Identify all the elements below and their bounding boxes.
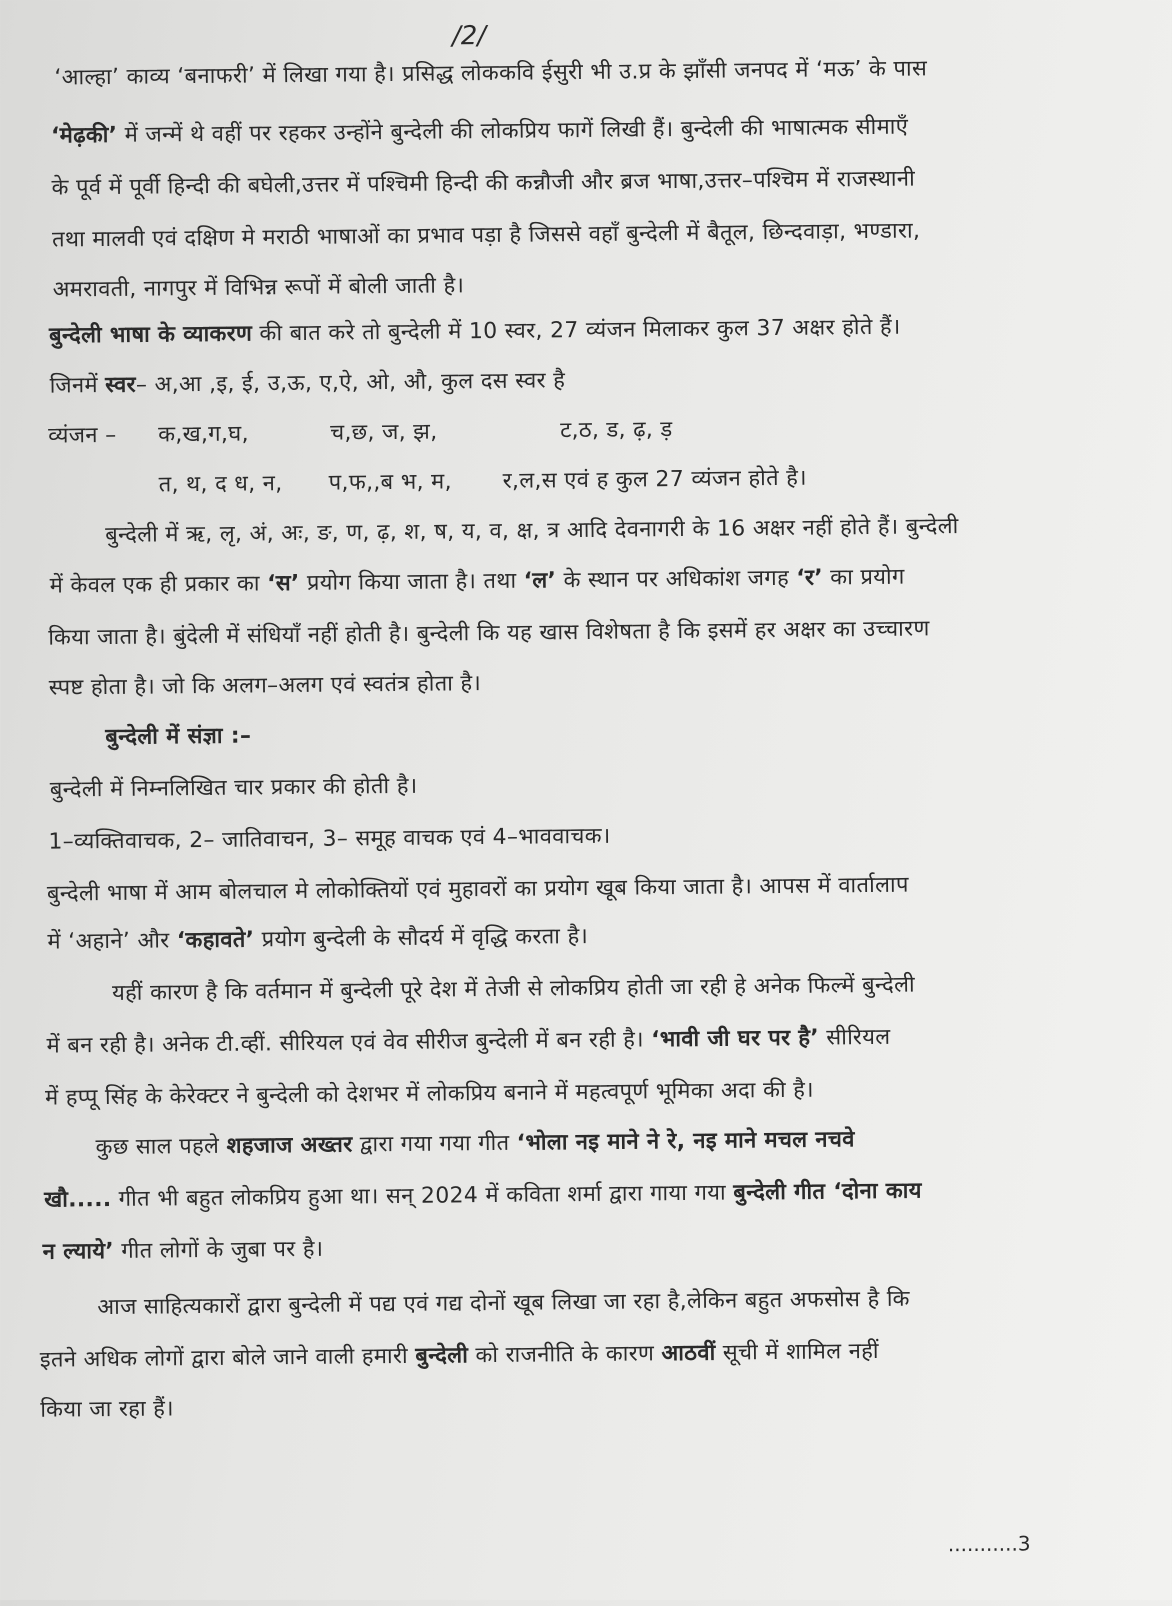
text-line-10: बुन्देली में ऋ, लृ, अं, अः, ङ, ण, ढ़, श, ष, य, व, क्ष, त्र आदि देवनागरी के 16 अक्षर नहीं होते हैं। बुन्देली bbox=[105, 514, 959, 549]
bold-term: ‘स’ bbox=[266, 570, 300, 597]
text-span: जिनमें bbox=[49, 373, 106, 399]
text-span: के स्थान पर अधिकांश जगह bbox=[556, 565, 797, 594]
consonant-group-5: प,फ,,ब भ, म, bbox=[328, 469, 452, 496]
bold-term: बुन्देली गीत ‘दोना काय bbox=[733, 1178, 922, 1206]
text-line-2 bbox=[51, 113, 908, 152]
text-line-18 bbox=[47, 922, 588, 958]
bold-term: आठवीं bbox=[661, 1340, 716, 1367]
next-page-indicator: ...........3 bbox=[947, 1531, 1031, 1557]
bold-term: ‘र’ bbox=[796, 565, 824, 591]
bold-term: ‘भोला नइ माने ने रे, नइ माने मचल नचवे bbox=[516, 1127, 855, 1156]
text-line-24 bbox=[43, 1235, 324, 1268]
text-span: सूची में शामिल नहीं bbox=[715, 1338, 879, 1366]
bold-term: ‘ल’ bbox=[523, 568, 557, 594]
text-line-9 bbox=[158, 461, 1059, 498]
text-span: द्वारा गया गया गीत bbox=[352, 1130, 517, 1158]
text-line-8 bbox=[48, 411, 1048, 449]
text-line-6 bbox=[49, 313, 901, 352]
bold-term: न ल्याये’ bbox=[42, 1238, 115, 1265]
text-line-7 bbox=[49, 366, 565, 401]
text-line-15: बुन्देली में निम्नलिखित चार प्रकार की होती है। bbox=[49, 773, 418, 803]
text-span: – अ,आ ,इ, ई, उ,ऊ, ए,ऐ, ओ, औ, कुल दस स्वर है bbox=[135, 368, 566, 398]
consonant-label: व्यंजन – bbox=[48, 422, 117, 449]
text-line-11 bbox=[50, 563, 905, 602]
text-line-20 bbox=[46, 1023, 890, 1062]
text-span: की बात करे तो बुन्देली में 10 स्वर, 27 व्यंजन मिलाकर कुल 37 अक्षर होते हैं। bbox=[252, 314, 901, 347]
bold-term: ‘भावी जी घर पर है’ bbox=[651, 1025, 820, 1053]
text-line-25: आज साहित्यकारों द्वारा बुन्देली में पद्य एवं गद्य दोनों खूब लिखा जा रहा है,लेकिन बहुत अफसोस है कि bbox=[97, 1286, 910, 1321]
consonant-group-6: र,ल,स एवं ह कुल 27 व्यंजन होते है। bbox=[502, 465, 807, 494]
text-span: कुछ साल पहले bbox=[95, 1133, 227, 1161]
text-line-3: के पूर्व में पूर्वी हिन्दी की बघेली,उत्तर में पश्चिमी हिन्दी की कन्नौजी और ब्रज भाषा,उत्तर–पश्चिम में राजस्थानी bbox=[51, 166, 916, 201]
text-line-23 bbox=[44, 1177, 922, 1216]
section-heading: बुन्देली में संज्ञा :– bbox=[105, 723, 252, 751]
page-number: /2/ bbox=[451, 21, 487, 52]
bold-term: खौ..... bbox=[44, 1186, 112, 1213]
text-span: का प्रयोग bbox=[822, 564, 905, 591]
bold-term: शहजाज अख्तर bbox=[226, 1132, 353, 1159]
text-span: गीत भी बहुत लोकप्रिय हुआ था। सन् 2024 में कविता शर्मा द्वारा गाया गया bbox=[111, 1180, 734, 1212]
consonant-group-4: त, थ, द ध, न, bbox=[158, 471, 283, 498]
text-span: में केवल एक ही प्रकार का bbox=[49, 571, 268, 599]
text-line-19: यहीं कारण है कि वर्तमान में बुन्देली पूरे देश में तेजी से लोकप्रिय होती जा रही हे अनेक फिल्में बुन्देली bbox=[111, 972, 916, 1006]
text-line-13: स्पष्ट होता है। जो कि अलग–अलग एवं स्वतंत्र होता है। bbox=[48, 671, 482, 701]
text-span: प्रयोग बुन्देली के सौदर्य में वृद्धि करता है। bbox=[254, 923, 589, 953]
text-line-5: अमरावती, नागपुर में विभिन्न रूपों में बोली जाती है। bbox=[52, 273, 465, 303]
text-line-17: बुन्देली भाषा में आम बोलचाल मे लोकोक्तियों एवं मुहावरों का प्रयोग खूब किया जाता है। आपस में वार्तालाप bbox=[46, 872, 909, 907]
text-line-1: ‘आल्हा’ काव्य ‘बनाफरी’ में लिखा गया है। प्रसिद्ध लोककवि ईसुरी भी उ.प्र के झाँसी जनपद में ‘मऊ’ के पास bbox=[54, 56, 928, 91]
consonant-group-1: क,ख,ग,घ, bbox=[158, 421, 249, 448]
text-line-16: 1–व्यक्तिवाचक, 2– जातिवाचन, 3– समूह वाचक एवं 4–भाववाचक। bbox=[48, 823, 611, 855]
text-line-21: में हप्पू सिंह के केरेक्टर ने बुन्देली को देशभर में लोकप्रिय बनाने में महत्वपूर्ण भूमिका अदा की है। bbox=[44, 1077, 814, 1111]
text-span: गीत लोगों के जुबा पर है। bbox=[113, 1236, 324, 1264]
text-span: इतने अधिक लोगों द्वारा बोले जाने वाली हमारी bbox=[39, 1343, 416, 1373]
text-line-26 bbox=[40, 1337, 879, 1376]
consonant-group-3: ट,ठ, ड, ढ़, ड़ bbox=[560, 417, 673, 444]
text-span: में जन्में थे वहीं पर रहकर उन्होंने बुन्देली की लोकप्रिय फागें लिखी हैं। बुन्देली की भाषात्मक सीमाएँ bbox=[117, 114, 909, 148]
text-span: सीरियल bbox=[818, 1024, 891, 1051]
bold-term: ‘कहावते’ bbox=[176, 927, 255, 954]
text-span: में बन रही है। अनेक टी.व्हीं. सीरियल एवं वेव सीरीज बुन्देली में बन रही है। bbox=[46, 1027, 652, 1059]
text-span: प्रयोग किया जाता है। तथा bbox=[299, 568, 524, 596]
text-line-4: तथा मालवी एवं दक्षिण मे मराठी भाषाओं का प्रभाव पड़ा है जिससे वहाँ बुन्देली में बैतूल, छिन्दवाड़ा, भण्डारा, bbox=[51, 218, 921, 253]
bold-term: बुन्देली bbox=[415, 1343, 469, 1369]
text-line-27: किया जा रहा हैं। bbox=[40, 1396, 174, 1423]
bold-term: स्वर bbox=[105, 372, 137, 399]
text-span: को राजनीति के कारण bbox=[468, 1341, 662, 1369]
consonant-group-2: च,छ, ज, झ, bbox=[330, 419, 438, 446]
text-line-12: किया जाता है। बुंदेली में संधियाँ नहीं होती है। बुन्देली कि यह खास विशेषता है कि इसमें हर अक्षर का उच्चारण bbox=[48, 616, 930, 651]
bold-term: ‘मेढ़की’ bbox=[50, 122, 118, 149]
text-span: में ‘अहाने’ और bbox=[47, 928, 177, 955]
bold-term: बुन्देली भाषा के व्याकरण bbox=[48, 321, 253, 349]
text-line-22 bbox=[95, 1125, 854, 1163]
